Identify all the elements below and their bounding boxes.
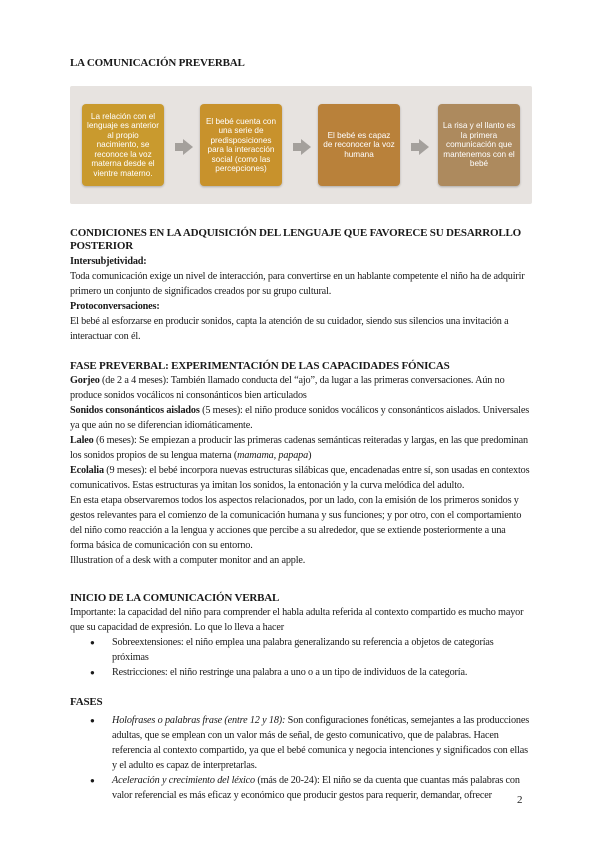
fases-section (70, 696, 530, 803)
conditions-section (70, 227, 530, 344)
section-heading: FASES (70, 696, 103, 708)
term-label: Protoconversaciones: (70, 301, 160, 312)
diagram-step-2: El bebé cuenta con una serie de predisposiciones para la interacción social (como las percepciones) (200, 104, 282, 186)
term-text: (más de 20-24): El niño se da cuenta que cuantas más palabras con valor referencial es más eficaz y económico que producir gestos para requerir, demandar, ofrecer (112, 775, 520, 801)
diagram-step-3: El bebé es capaz de reconocer la voz humana (318, 104, 400, 186)
page-number: 2 (517, 794, 523, 806)
list-item: ● Sobreextensiones: el niño emplea una palabra generalizando su referencia a objetos de categorías próximas (70, 635, 530, 665)
section-heading: CONDICIONES EN LA ADQUISICIÓN DEL LENGUAJE QUE FAVORECE SU DESARROLLO POSTERIOR (70, 227, 522, 252)
term-label: Intersubjetividad: (70, 256, 147, 267)
term-label: Gorjeo (70, 375, 100, 386)
section-heading: INICIO DE LA COMUNICACIÓN VERBAL (70, 592, 280, 604)
term-label: Laleo (70, 435, 94, 446)
term-label: Holofrases o palabras frase (entre 12 y 18): (112, 715, 286, 726)
term-text: Son configuraciones fonéticas, semejantes a las producciones adultas, que se emplean con un valor más de señal, de gesto comunicativo, que de palabras. Hacen referencia al contexto compartido, ya que el bebé comunica y negocia intenciones y significados con ellas y el adulto es capaz de interpretarlas. (112, 715, 530, 771)
arrow-right-icon (183, 139, 193, 155)
paragraph (70, 373, 530, 403)
term-text: (9 meses): el bebé incorpora nuevas estructuras silábicas que, encadenadas entre sí, son usadas en contextos comunicativos. Estas estructuras ya imitan los sonidos, la entonación y la curva melódica del adulto. (70, 465, 530, 491)
paragraph (70, 403, 530, 433)
inicio-verbal-section (70, 592, 530, 680)
term-label: Sonidos consonánticos aislados (70, 405, 200, 416)
list-item (70, 713, 530, 773)
term-text: (de 2 a 4 meses): También llamado conducta del “ajo”, da lugar a las primeras conversaciones. Aún no produce sonidos vocálicos ni consonánticos bien articulados (70, 375, 505, 401)
term-text: ) (308, 450, 312, 461)
paragraph: En esta etapa observaremos todos los aspectos relacionados, por un lado, con la emisión de los primeros sonidos y gestos relevantes para el comienzo de la comunicación humana y sus funciones; y por otro, con el comportamiento del niño como reacción a la lengua y acciones que percibe a su alrededor, que se extiende posteriormente a una forma básica de comunicación con su entorno. (70, 495, 522, 551)
example-text: mamama, papapa (237, 450, 309, 461)
term-text: (5 meses): el niño produce sonidos vocálicos y consonánticos aislados. Universales ya que aún no se diferencian idiomáticamente. (70, 405, 530, 431)
list-item: ● Restricciones: el niño restringe una palabra a uno o a un tipo de individuos de la categoría. (70, 665, 530, 680)
arrow-right-icon (301, 139, 311, 155)
diagram-step-1: La relación con el lenguaje es anterior al propio nacimiento, se reconoce la voz materna desde el vientre materno. (82, 104, 164, 186)
arrow-right-icon (419, 139, 429, 155)
term-text: (6 meses): Se empiezan a producir las primeras cadenas semánticas reiteradas y largas, en las que predominan los sonidos propios de su lengua materna ( (70, 435, 528, 461)
paragraph: El bebé al esforzarse en producir sonidos, capta la atención de su cuidador, siendo sus silencios una invitación a interactuar con él. (70, 316, 509, 342)
illustration-caption: Illustration of a desk with a computer monitor and an apple. (70, 555, 306, 566)
paragraph: Importante: la capacidad del niño para comprender el habla adulta referida al contexto compartido es mucho mayor que su capacidad de expresión. Lo que lo lleva a hacer (70, 607, 524, 633)
paragraph (70, 463, 530, 493)
section-heading: FASE PREVERBAL: EXPERIMENTACIÓN DE LAS CAPACIDADES FÓNICAS (70, 360, 450, 372)
term-label: Aceleración y crecimiento del léxico (112, 775, 255, 786)
list-item (70, 773, 530, 803)
paragraph: Toda comunicación exige un nivel de interacción, para convertirse en un hablante competente el niño ha de adquirir primero un conjunto de significados creados por su grupo cultural. (70, 271, 525, 297)
page-title: LA COMUNICACIÓN PREVERBAL (70, 57, 245, 69)
paragraph (70, 433, 530, 463)
term-label: Ecolalia (70, 465, 104, 476)
diagram-step-4: La risa y el llanto es la primera comunicación que mantenemos con el bebé (438, 104, 520, 186)
fase-preverbal-section (70, 360, 530, 568)
